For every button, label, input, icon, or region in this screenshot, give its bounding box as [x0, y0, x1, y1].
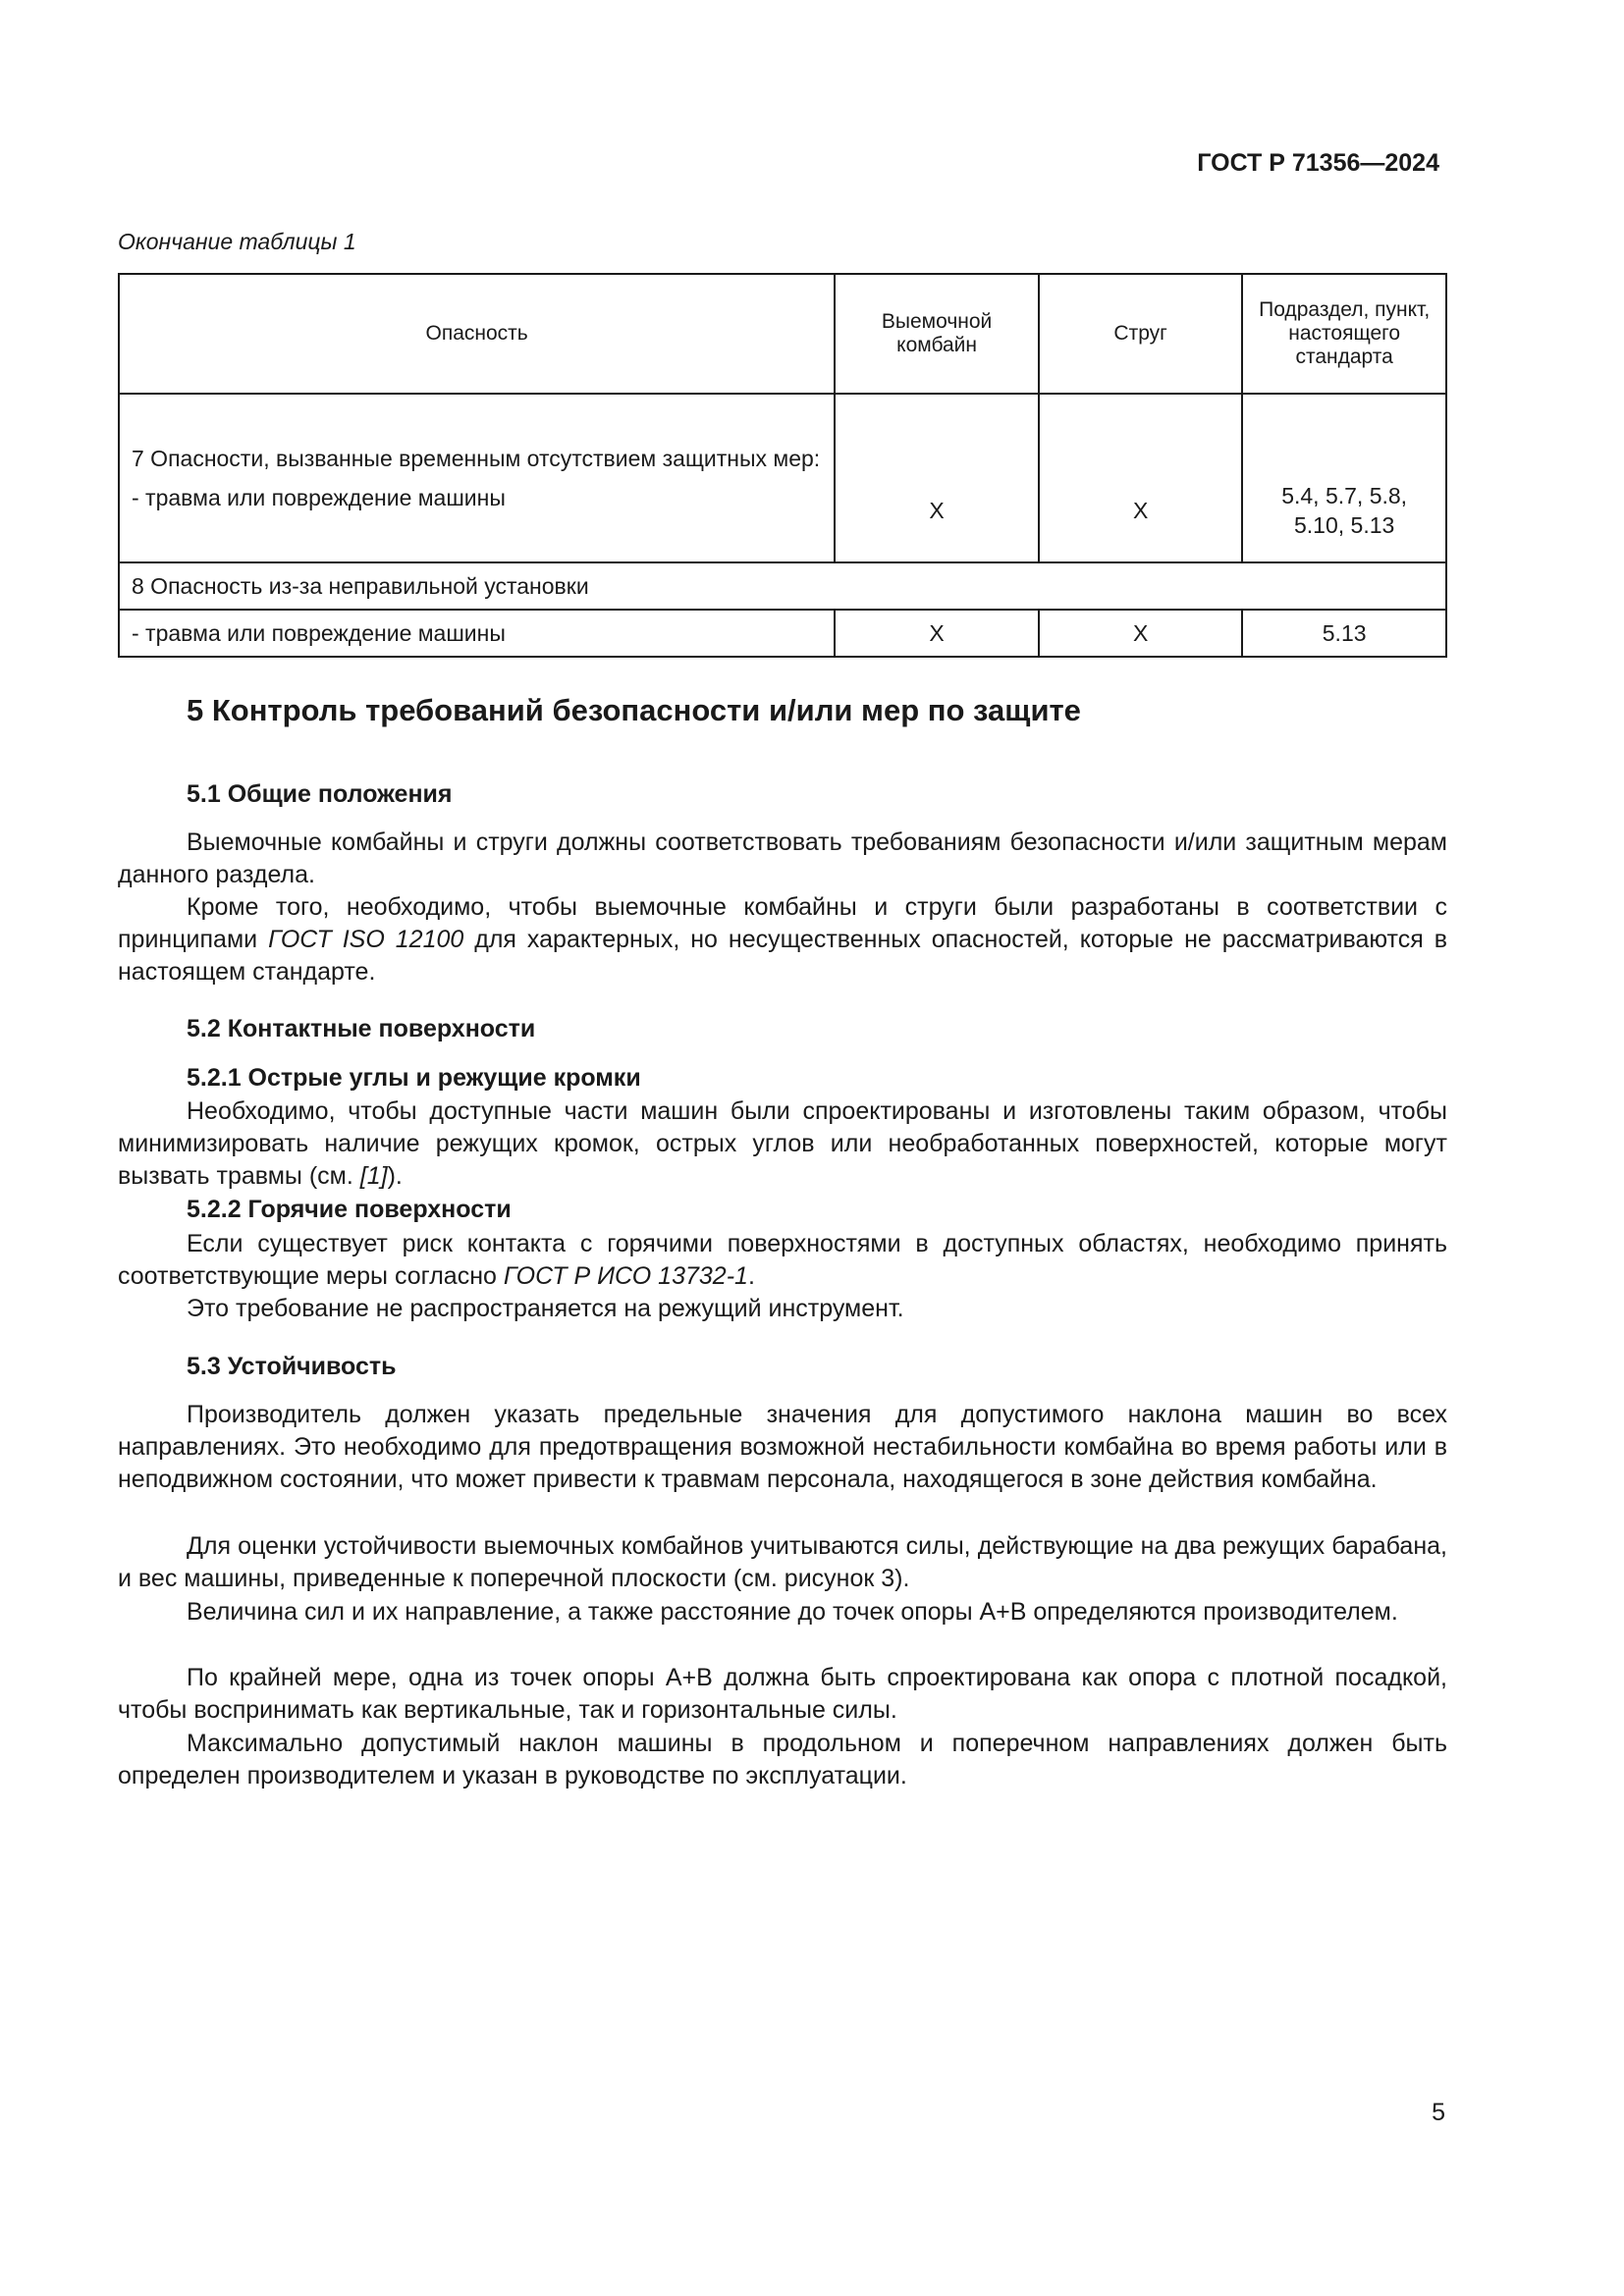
hazard-cell	[119, 394, 835, 562]
paragraph	[118, 1228, 1447, 1293]
hazard-item: - травма или повреждение машины	[119, 610, 835, 657]
standard-reference: ГОСТ ISO 12100	[268, 926, 464, 953]
paragraph: Для оценки устойчивости выемочных комбайнов учитываются силы, действующие на два режущих барабана, и вес машины, приведенные к поперечной плоскости (см. рисунок 3).	[118, 1532, 1447, 1592]
text-span: Если существует риск контакта с горячими поверхностями в доступных областях, необходимо принять соответствующие меры согласно	[118, 1230, 1447, 1290]
subsection-cell: 5.4, 5.7, 5.8, 5.10, 5.13	[1242, 394, 1446, 562]
paragraph: Максимально допустимый наклон машины в продольном и поперечном направлениях должен быть определен производителем и указан в руководстве по эксплуатации.	[118, 1730, 1447, 1789]
paragraph	[118, 891, 1447, 988]
subsection-title-5-2: 5.2 Контактные поверхности	[187, 1015, 536, 1042]
page-number: 5	[1432, 2099, 1445, 2126]
section-title: 5 Контроль требований безопасности и/или мер по защите	[187, 693, 1081, 727]
hazard-group: 7 Опасности, вызванные временным отсутствием защитных мер:	[132, 446, 821, 471]
paragraph: Величина сил и их направление, а также расстояние до точек опоры A+B определяются производителем.	[187, 1598, 1398, 1626]
standard-reference: ГОСТ Р ИСО 13732-1	[503, 1262, 748, 1290]
text-span: .	[747, 1262, 755, 1290]
paragraph: Выемочные комбайны и струги должны соответствовать требованиям безопасности и/или защитным мерам данного раздела.	[118, 828, 1447, 888]
text-span: Кроме того, необходимо, чтобы выемочные комбайны и струги были разработаны в соответствии с принципами	[118, 893, 1447, 953]
table-row	[119, 610, 1446, 657]
subsection-cell: 5.13	[1242, 610, 1446, 657]
subsection-title-5-2-1: 5.2.1 Острые углы и режущие кромки	[187, 1064, 641, 1092]
text-span: Необходимо, чтобы доступные части машин были спроектированы и изготовлены таким образом, чтобы минимизировать наличие режущих кромок, острых углов или необработанных поверхностей, которые могут вызвать травмы (см.	[118, 1097, 1447, 1190]
subsection-title-5-1: 5.1 Общие положения	[187, 780, 453, 808]
hazard-item: - травма или повреждение машины	[132, 485, 506, 510]
hazards-table	[118, 273, 1447, 658]
subsection-title-5-3: 5.3 Устойчивость	[187, 1353, 397, 1380]
column-header-shearer: Выемочной комбайн	[835, 274, 1039, 394]
plow-cell: X	[1039, 610, 1242, 657]
column-header-hazard: Опасность	[119, 274, 835, 394]
subsection-title-5-2-2: 5.2.2 Горячие поверхности	[187, 1196, 512, 1223]
hazard-group-row: 8 Опасность из-за неправильной установки	[119, 562, 1446, 610]
paragraph: Это требование не распространяется на режущий инструмент.	[187, 1295, 904, 1322]
paragraph: По крайней мере, одна из точек опоры A+B должна быть спроектирована как опора с плотной посадкой, чтобы воспринимать как вертикальные, так и горизонтальные силы.	[118, 1664, 1447, 1724]
table-header-row	[119, 274, 1446, 394]
table-row	[119, 562, 1446, 610]
column-header-plow: Струг	[1039, 274, 1242, 394]
text-span: для характерных, но несущественных опасностей, которые не рассматриваются в настоящем стандарте.	[118, 926, 1448, 986]
shearer-cell: X	[835, 610, 1039, 657]
shearer-cell: X	[835, 394, 1039, 562]
paragraph	[118, 1095, 1447, 1193]
column-header-subsection: Подраздел, пункт, настоящего стандарта	[1242, 274, 1446, 394]
bibliography-reference: [1]	[359, 1162, 388, 1190]
text-span: ).	[387, 1162, 403, 1190]
paragraph: Производитель должен указать предельные значения для допустимого наклона машин во всех направлениях. Это необходимо для предотвращения возможной нестабильности комбайна во время работы или в неподвижном состоянии, что может привести к травмам персонала, находящегося в зоне действия комбайна.	[118, 1401, 1447, 1493]
table-caption: Окончание таблицы 1	[118, 229, 356, 254]
table-row	[119, 394, 1446, 562]
document-code: ГОСТ Р 71356—2024	[1197, 149, 1439, 177]
plow-cell: X	[1039, 394, 1242, 562]
